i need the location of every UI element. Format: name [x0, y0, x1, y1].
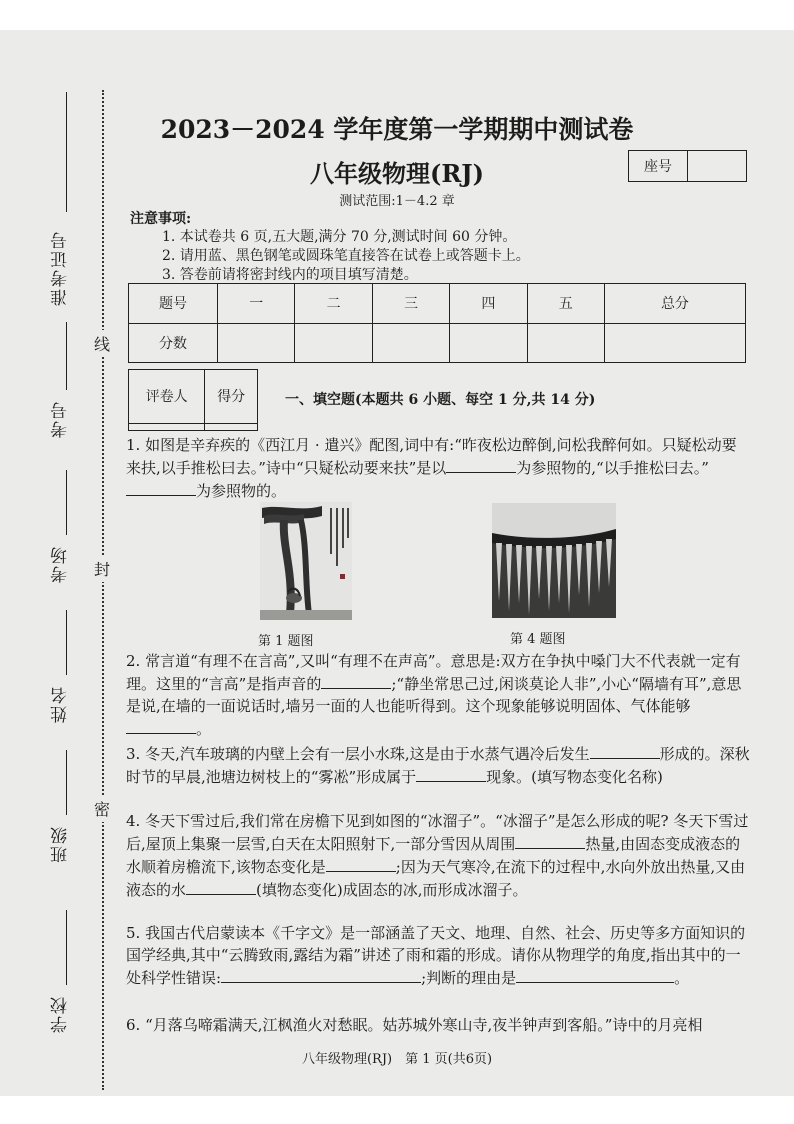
question-text: 5. 我国古代启蒙读本《千字文》是一部涵盖了天文、地理、自然、社会、历史等多方面知识的国学经典,其中“云腾致雨,露结为霜”讲述了雨和霜的形成。请你从物理学的角度,指出其中的一处科学性错误: — [126, 924, 746, 987]
answer-blank[interactable] — [446, 456, 516, 473]
field-exam-number-label: 考号 — [51, 400, 71, 438]
score-table-header-row — [129, 284, 746, 324]
score-header-cell: 二 — [295, 284, 372, 324]
score-header-cell: 三 — [372, 284, 449, 324]
score-table — [128, 283, 746, 363]
answer-blank[interactable] — [321, 672, 391, 689]
grader-score-label: 得分 — [205, 370, 258, 424]
question-3 — [126, 742, 750, 788]
score-cell[interactable] — [218, 323, 295, 363]
seal-char-line: 线 — [94, 330, 110, 357]
score-cell[interactable] — [295, 323, 372, 363]
question-text: 形成的。深秋时节的早晨,池塘边树枝上的“雾凇”形成属于 — [126, 745, 750, 786]
grader-reviewer-blank[interactable] — [129, 423, 205, 430]
score-cell[interactable] — [372, 323, 449, 363]
score-row-label: 分数 — [129, 323, 218, 363]
question-text: 2. 常言道“有理不在言高”,又叫“有理不在声高”。意思是:双方在争执中嗓门大不代表就一定有理。这里的“言高”是指声音的 — [126, 652, 741, 693]
field-name-label: 姓名 — [51, 685, 71, 723]
field-school-label: 学校 — [51, 995, 71, 1033]
answer-blank[interactable] — [126, 479, 196, 496]
answer-blank[interactable] — [326, 855, 396, 872]
seal-char-seal: 封 — [94, 555, 110, 582]
seat-number-label: 座号 — [629, 151, 688, 181]
question-5 — [126, 922, 750, 989]
exam-title: 2023－2024 学年度第一学期期中测试卷 — [160, 115, 634, 144]
field-name-line — [66, 610, 69, 675]
field-exam-room-label: 考场 — [51, 545, 71, 583]
field-exam-room-line — [66, 470, 69, 535]
question-text: 3. 冬天,汽车玻璃的内壁上会有一层小水珠,这是由于水蒸气遇冷后发生 — [126, 745, 590, 763]
score-cell[interactable] — [450, 323, 527, 363]
question-text: 为参照物的。 — [196, 482, 287, 500]
answer-blank[interactable] — [221, 966, 421, 983]
question-6 — [126, 1014, 750, 1036]
note-item: 2. 请用蓝、黑色钢笔或圆珠笔直接答在试卷上或答题卡上。 — [162, 248, 530, 264]
question-text: 现象。(填写物态变化名称) — [486, 768, 663, 786]
notes-title: 注意事项: — [130, 211, 192, 227]
question-text: 。 — [674, 969, 690, 987]
seal-char-secret: 密 — [94, 795, 110, 822]
score-cell[interactable] — [604, 323, 745, 363]
question-text: 4. 冬天下雪过后,我们常在房檐下见到如图的“冰溜子”。“冰溜子”是怎么形成的呢? 冬天下雪过后,屋顶上集聚一层雪,白天在太阳照射下,一部分雪因从周围 — [126, 812, 749, 853]
note-item: 1. 本试卷共 6 页,五大题,满分 70 分,测试时间 60 分钟。 — [162, 229, 517, 245]
score-cell[interactable] — [527, 323, 604, 363]
figure-4-caption: 第 4 题图 — [510, 632, 566, 647]
question-text: ;“静坐常思己过,闲谈莫论人非”,小心“隔墙有耳”,意思是说,在墙的一面说话时,墙另一面的人也能听得到。这个现象能够说明固体、气体能够 — [126, 675, 742, 715]
section-title: 一、填空题(本题共 6 小题、每空 1 分,共 14 分) — [285, 392, 596, 408]
page-footer: 八年级物理(RJ) 第 1 页(共6页) — [301, 1052, 493, 1067]
figure-1-caption: 第 1 题图 — [258, 634, 314, 649]
exam-subtitle: 八年级物理(RJ) — [309, 159, 484, 188]
score-header-cell: 五 — [527, 284, 604, 324]
field-exam-ticket-label: 准考证号 — [51, 230, 71, 306]
exam-page — [0, 30, 794, 1096]
answer-blank[interactable] — [126, 717, 196, 734]
note-item: 3. 答卷前请将密封线内的项目填写清楚。 — [162, 267, 418, 283]
figure-1-image — [260, 502, 352, 620]
score-header-cell: 四 — [450, 284, 527, 324]
question-2 — [126, 650, 750, 740]
seat-number-blank[interactable] — [688, 151, 746, 181]
seat-number-box — [628, 150, 747, 182]
score-header-cell: 总分 — [604, 284, 745, 324]
question-text: 。 — [196, 720, 212, 738]
question-text: ;因为天气寒冷,在流下的过程中,水向外放出热量,又由液态的水 — [126, 858, 746, 899]
question-text: ;判断的理由是 — [421, 969, 517, 987]
question-text: (填物态变化)成固态的冰,而形成冰溜子。 — [256, 881, 528, 899]
grader-box — [128, 369, 258, 431]
question-4 — [126, 810, 750, 901]
answer-blank[interactable] — [186, 878, 256, 895]
question-text: 热量,由固态变成液态的水顺着房檐流下,该物态变化是 — [126, 835, 741, 876]
field-class-line — [66, 750, 69, 815]
score-table-score-row — [129, 323, 746, 363]
seal-dotted-line — [102, 90, 104, 1090]
grader-reviewer-label: 评卷人 — [129, 370, 205, 424]
grader-score-blank[interactable] — [205, 423, 258, 430]
score-header-cell: 题号 — [129, 284, 218, 324]
test-range: 测试范围:1－4.2 章 — [339, 194, 455, 209]
question-text: 为参照物的,“以手推松曰去。” — [516, 459, 709, 477]
answer-blank[interactable] — [636, 966, 674, 983]
question-text: 1. 如图是辛弃疾的《西江月 · 遣兴》配图,词中有:“昨夜松边醉倒,问松我醉何如。只疑松动要来扶,以手推松曰去。”诗中“只疑松动要来扶”是以 — [126, 436, 737, 477]
question-1 — [126, 434, 750, 502]
answer-blank[interactable] — [515, 832, 585, 849]
figure-4-image — [492, 503, 616, 618]
score-header-cell: 一 — [218, 284, 295, 324]
answer-blank[interactable] — [416, 765, 486, 782]
field-exam-number-line — [66, 322, 69, 390]
field-school-line — [66, 910, 69, 985]
answer-blank[interactable] — [590, 742, 660, 759]
field-class-label: 班级 — [51, 825, 71, 863]
answer-blank[interactable] — [516, 966, 636, 983]
question-text: 6. “月落乌啼霜满天,江枫渔火对愁眠。姑苏城外寒山寺,夜半钟声到客船。”诗中的月亮相 — [126, 1016, 703, 1034]
